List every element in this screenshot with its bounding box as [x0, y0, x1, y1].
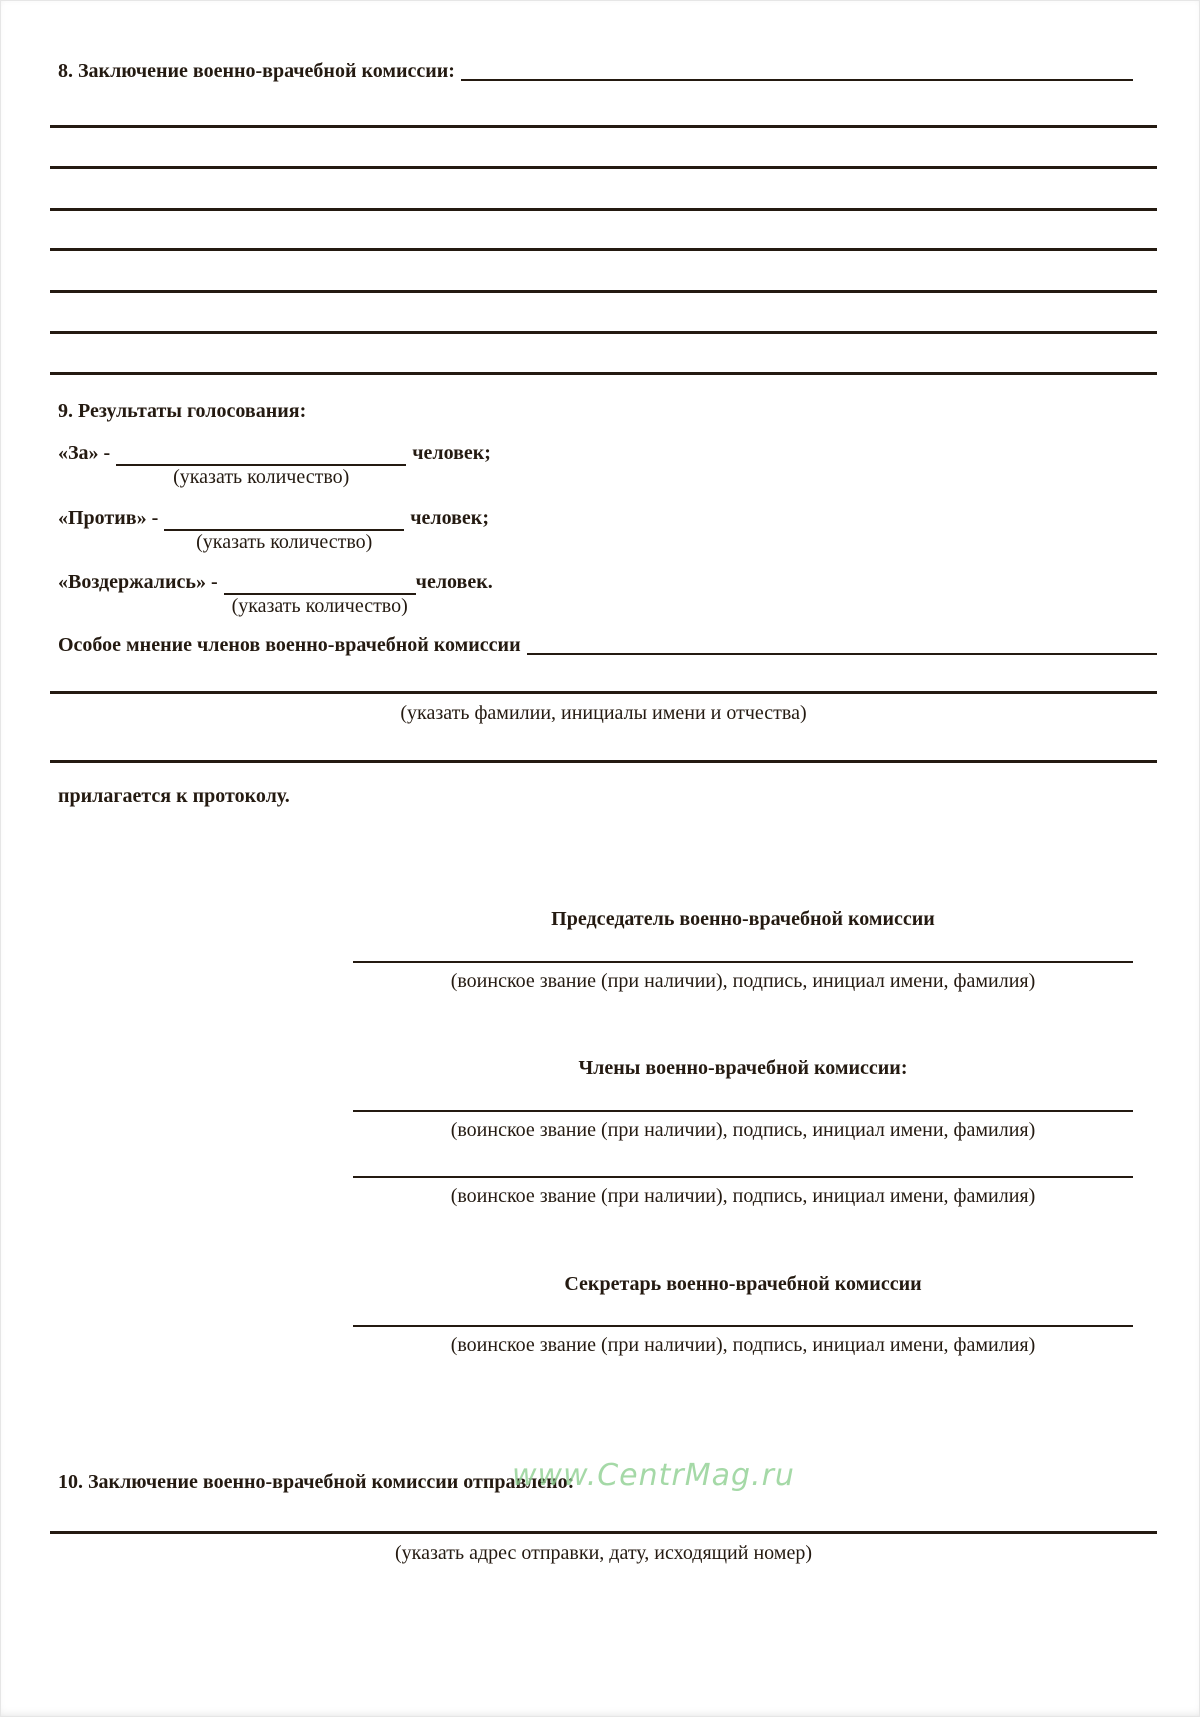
vote-against-label: «Против» -	[58, 507, 159, 529]
section-8-write-in-line	[461, 58, 1133, 81]
section-8-heading: 8. Заключение военно-врачебной комиссии:	[58, 60, 455, 82]
chairman-signature-caption: (воинское звание (при наличии), подпись, инициал имени, фамилия)	[450, 970, 1036, 992]
member-signature-line-2	[353, 1176, 1133, 1178]
section-8-heading-row	[58, 58, 1133, 84]
dissent-suffix: прилагается к протоколу.	[58, 785, 290, 807]
vote-for-label: «За» -	[58, 442, 111, 464]
secretary-signature-caption: (воинское звание (при наличии), подпись, инициал имени, фамилия)	[450, 1334, 1036, 1356]
dissent-write-in-line-3	[50, 760, 1157, 763]
blank-write-in-line	[50, 372, 1157, 375]
member-signature-caption-2: (воинское звание (при наличии), подпись, инициал имени, фамилия)	[450, 1185, 1036, 1207]
secretary-heading: Секретарь военно-врачебной комиссии	[564, 1273, 922, 1295]
members-heading: Члены военно-врачебной комиссии:	[578, 1057, 908, 1079]
dissent-label: Особое мнение членов военно-врачебной комиссии	[58, 634, 521, 656]
blank-write-in-line	[50, 166, 1157, 169]
chairman-heading: Председатель военно-врачебной комиссии	[551, 908, 935, 930]
member-signature-line-1	[353, 1110, 1133, 1112]
vote-row-for	[58, 440, 491, 488]
vote-against-caption: (указать количество)	[196, 531, 373, 553]
blank-write-in-line	[50, 331, 1157, 334]
vote-abstained-suffix: человек.	[415, 571, 493, 593]
vote-abstained-write-in-line	[224, 569, 416, 617]
secretary-signature-line	[353, 1325, 1133, 1327]
dissent-caption: (указать фамилии, инициалы имени и отчества)	[400, 702, 807, 724]
vote-for-caption: (указать количество)	[173, 466, 350, 488]
blank-write-in-line	[50, 248, 1157, 251]
vote-row-against	[58, 505, 489, 553]
blank-write-in-line	[50, 208, 1157, 211]
vote-row-abstained	[58, 569, 493, 617]
vote-for-suffix: человек;	[412, 442, 491, 464]
vote-against-write-in-line	[164, 505, 404, 553]
section-9-heading: 9. Результаты голосования:	[58, 400, 307, 422]
blank-write-in-line	[50, 125, 1157, 128]
section-10-heading: 10. Заключение военно-врачебной комиссии отправлено:	[58, 1471, 575, 1493]
chairman-signature-line	[353, 961, 1133, 963]
dissent-row	[58, 632, 1157, 658]
blank-write-in-line	[50, 290, 1157, 293]
dissent-write-in-line-2	[50, 691, 1157, 694]
section-10-caption: (указать адрес отправки, дату, исходящий номер)	[395, 1542, 812, 1564]
vote-abstained-label: «Воздержались» -	[58, 571, 218, 593]
watermark: www.CentrMag.ru	[512, 1458, 795, 1493]
vote-abstained-caption: (указать количество)	[231, 595, 408, 617]
dissent-write-in-line	[527, 632, 1157, 655]
vote-for-write-in-line	[116, 440, 406, 488]
vote-against-suffix: человек;	[410, 507, 489, 529]
section-10-write-in-line	[50, 1531, 1157, 1534]
member-signature-caption-1: (воинское звание (при наличии), подпись, инициал имени, фамилия)	[450, 1119, 1036, 1141]
